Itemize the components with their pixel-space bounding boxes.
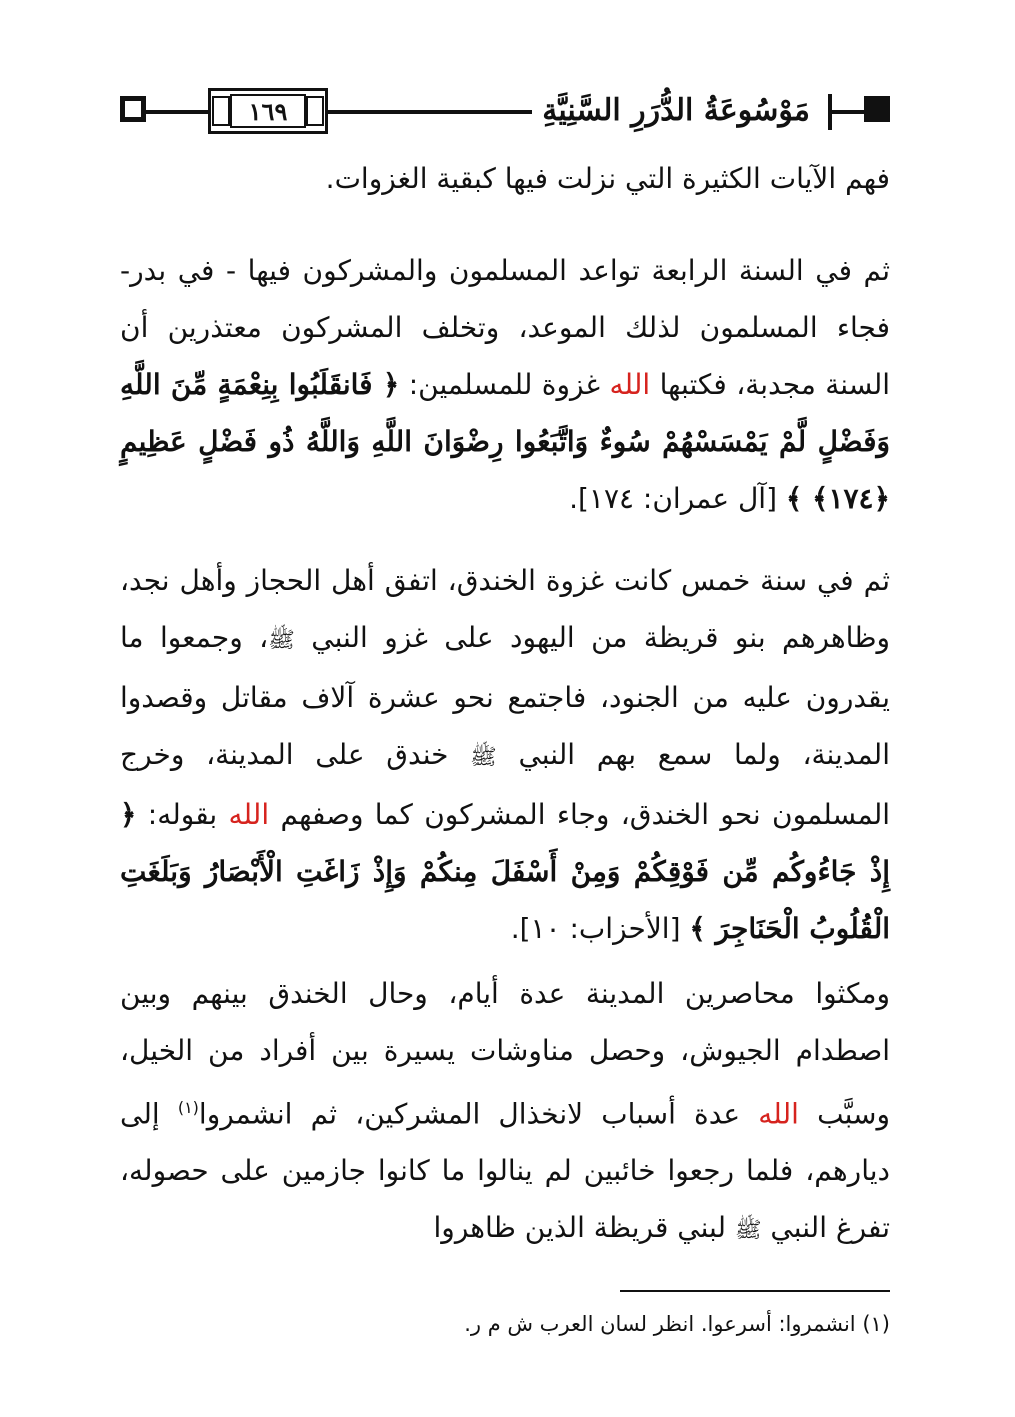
divine-name: الله [228, 798, 270, 831]
text-run: إلى ديارهم، فلما رجعوا خائبين لم ينالوا ما كانوا جازمين على حصوله، تفرغ النبي [120, 1097, 890, 1245]
text-run: لبني قريظة الذين ظاهروا [433, 1211, 735, 1245]
text-run: ، وجمعوا ما يقدرون عليه من الجنود، فاجتمع نحو عشرة آلاف مقاتل وقصدوا المدينة، ولما سمع بهم النبي [120, 621, 890, 771]
header-rule-left [146, 110, 210, 114]
header-divider [828, 94, 832, 130]
frame-ornament-icon [212, 96, 230, 126]
text-run: غزوة للمسلمين: [399, 368, 610, 401]
text-run: عدة أسباب لانخذال المشركين، ثم انشمروا [198, 1097, 759, 1131]
quran-verse: ﴿ إِذْ جَاءُوكُم مِّن فَوْقِكُمْ وَمِنْ أَسْفَلَ مِنكُمْ وَإِذْ زَاغَتِ الْأَبْصَارُ وَبَلَغَتِ الْقُلُوبُ الْحَنَاجِرَ ﴾ [120, 798, 890, 945]
book-title: مَوْسُوعَةُ الدُّرَرِ السَّنِيَّةِ [542, 92, 810, 128]
salutation-symbol: ﷺ [734, 1218, 762, 1244]
text-run: ثم في السنة الرابعة تواعد المسلمون والمشركون فيها - في بدر- فجاء المسلمون لذلك الموعد، وتخلف المشركون معتذرين أن السنة مجدبة، فكتبها [120, 254, 891, 401]
footnote: (١) انشمروا: أسرعوا. انظر لسان العرب ش م ر. [464, 1312, 890, 1336]
verse-reference: [آل عمران: ١٧٤]. [569, 482, 786, 515]
text-run: ومكثوا محاصرين المدينة عدة أيام، وحال الخندق بينهم وبين اصطدام الجيوش، وحصل مناوشات يسيرة بين أفراد من الخيل، وسبَّب [120, 977, 890, 1131]
divine-name: الله [758, 1097, 799, 1131]
paragraph-3 [120, 552, 890, 957]
text-run: ثم في سنة خمس كانت غزوة الخندق، اتفق أهل الحجاز وأهل نجد، وظاهرهم بنو قريظة من اليهود على غزو النبي [120, 564, 891, 654]
paragraph-4 [120, 965, 890, 1259]
quran-verse: ﴿ فَانقَلَبُوا بِنِعْمَةٍ مِّنَ اللَّهِ وَفَضْلٍ لَّمْ يَمْسَسْهُمْ سُوءٌ وَاتَّبَعُوا رِضْوَانَ اللَّهِ وَاللَّهُ ذُو فَضْلٍ عَظِيمٍ ﴿١٧٤﴾ ﴾ [120, 368, 890, 515]
frame-ornament-icon [306, 96, 324, 126]
page-number: ١٦٩ [248, 96, 288, 126]
header-square-ornament [864, 96, 890, 122]
page-number-frame [208, 88, 328, 134]
body-text-block-3 [120, 552, 890, 957]
page-header [120, 88, 890, 146]
text-run: بقوله: [136, 798, 229, 831]
header-square-ornament [120, 96, 146, 122]
divine-name: الله [609, 368, 651, 401]
body-text-block-2 [120, 242, 890, 527]
body-text-block-4 [120, 965, 890, 1259]
header-title-box [532, 82, 820, 138]
paragraph-2 [120, 242, 890, 527]
salutation-symbol: ﷺ [470, 745, 497, 770]
body-text-block-1 [120, 150, 890, 207]
salutation-symbol: ﷺ [268, 628, 295, 653]
footnote-separator [620, 1290, 890, 1292]
footnote-reference[interactable]: (١) [177, 1098, 199, 1117]
verse-reference: [الأحزاب: ١٠]. [510, 912, 690, 945]
text-run: خندق على المدينة، وخرج المسلمون نحو الخندق، وجاء المشركون كما وصفهم [120, 738, 891, 831]
paragraph-1: فهم الآيات الكثيرة التي نزلت فيها كبقية الغزوات. [325, 162, 890, 195]
